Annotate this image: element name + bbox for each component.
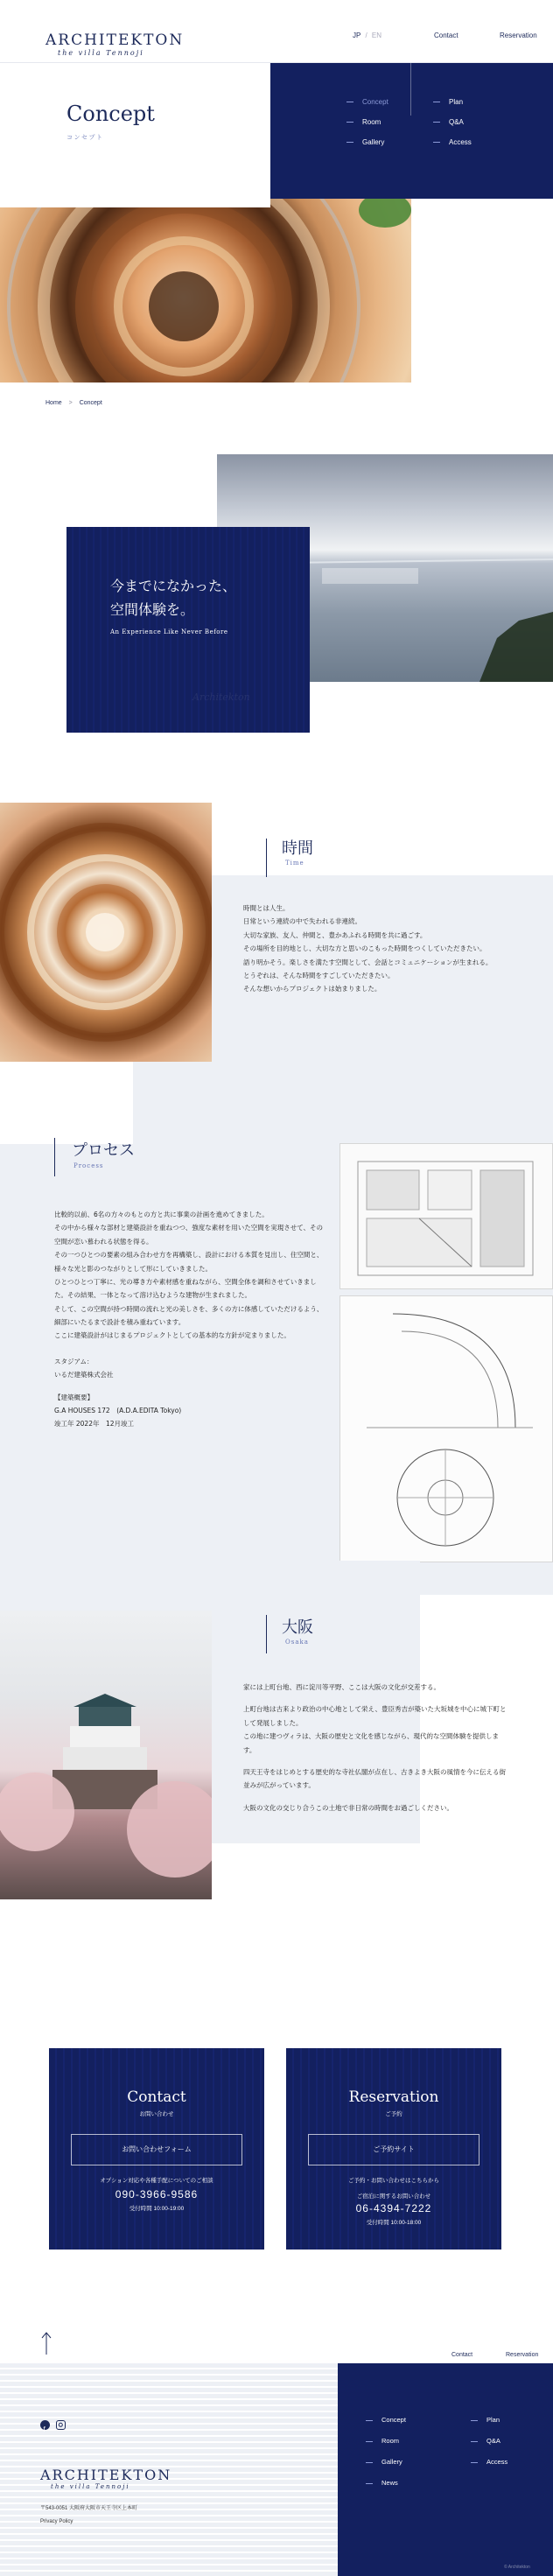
section-plan-drawing [340, 1143, 553, 1289]
osaka-paragraph: この地に建つヴィラは、大阪の歴史と文化を感じながら、現代的な空間体験を提供します。 [243, 1732, 500, 1754]
osaka-castle-image [0, 1611, 212, 1899]
logo-subtitle: the villa Tennoji [58, 49, 144, 57]
contact-cta-title: Contact [127, 2088, 186, 2106]
footer-menu-item[interactable] [471, 2416, 508, 2424]
process-paragraph: ひとつひとつ丁寧に、光の導き方や素材感を重ねながら、空間全体を調和させていきました。その結果、一体となって溶け込むような建物が生まれました。 [54, 1277, 317, 1300]
menu-item-access[interactable] [433, 138, 472, 146]
footer-contact-link[interactable]: Contact [452, 2352, 473, 2358]
footer-menu-item-label: Access [486, 2458, 508, 2466]
menu-item-room[interactable] [346, 118, 388, 126]
menu-left-column [346, 98, 388, 146]
lang-separator: / [365, 32, 368, 39]
contact-cta-subtitle: お問い合わせ [139, 2110, 174, 2117]
stair-drawing-illustration [340, 1296, 552, 1562]
facebook-icon[interactable] [40, 2420, 50, 2433]
process-paragraph: ここに建築設計がはじまるプロジェクトとしての基本的な方針が定まりました。 [54, 1331, 290, 1340]
footer-menu-right [471, 2416, 508, 2466]
menu-divider [410, 63, 411, 116]
staircase-technical-drawing [340, 1295, 553, 1562]
menu-item-label: Concept [362, 98, 388, 106]
castle-illustration [0, 1611, 212, 1899]
reservation-site-button[interactable]: ご予約サイト [308, 2134, 480, 2165]
process-info-label: 【建築概要】 [54, 1393, 94, 1401]
footer-menu-item-label: Concept [382, 2416, 406, 2424]
osaka-paragraph: 上町台地は古来より政治の中心地として栄え、豊臣秀吉が築いた大坂城を中心に城下町として発展しました。 [243, 1705, 507, 1727]
dash-icon [471, 2441, 478, 2442]
page-top-arrow-icon[interactable] [40, 2331, 52, 2355]
dash-icon [433, 142, 440, 143]
menu-item-label: Room [362, 118, 382, 126]
dash-icon [366, 2441, 373, 2442]
time-paragraph: 大切な家族、友人、仲間と、豊かあふれる時間を共に過ごす。 [243, 930, 427, 939]
process-title-bar [54, 1138, 55, 1176]
footer-menu-item[interactable] [366, 2479, 406, 2487]
footer-address: 〒543-0051 大阪府大阪市天王寺区上本町 [40, 2506, 138, 2511]
process-info-line: G.A HOUSES 172 (A.D.A.EDITA Tokyo) [54, 1406, 182, 1414]
plan-drawing-illustration [340, 1144, 552, 1288]
menu-item-label: Q&A [449, 118, 464, 126]
footer-menu-item-label: Plan [486, 2416, 500, 2424]
stairs-illustration [0, 803, 212, 1062]
language-switcher [353, 32, 382, 39]
process-credit: いるだ建築株式会社 [54, 1371, 114, 1379]
reservation-cta-note: ご予約・お問い合わせはこちらから [348, 2178, 439, 2184]
footer-menu-item[interactable] [471, 2437, 508, 2445]
footer-logo-subtitle: the villa Tennoji [51, 2483, 130, 2490]
menu-item-gallery[interactable] [346, 138, 388, 146]
time-title: 時間 [282, 839, 313, 858]
menu-item-plan[interactable] [433, 98, 472, 106]
footer-copyright: © Architekton [504, 2565, 530, 2570]
svg-text:f: f [43, 2425, 46, 2433]
osaka-subtitle: Osaka [285, 1639, 309, 1646]
osaka-paragraph: 四天王寺をはじめとする歴史的な寺社仏閣が点在し、古きよき大阪の風情を今に伝える街並みが広がっています。 [243, 1767, 506, 1790]
page-title: Concept [66, 102, 155, 126]
osaka-text [243, 1681, 510, 1814]
menu-right-column [433, 98, 472, 146]
footer-menu-item-label: Room [382, 2437, 400, 2445]
dash-icon [346, 142, 354, 143]
footer-menu-item[interactable] [366, 2458, 406, 2466]
time-paragraph: 時間とは人生。 [243, 904, 290, 912]
time-title-bar [266, 839, 267, 877]
concept-title-box [0, 63, 270, 207]
footer-menu-panel [338, 2363, 553, 2576]
footer-menu-item-label: Q&A [486, 2437, 500, 2445]
page-subtitle: コンセプト [66, 135, 104, 141]
reservation-cta-title: Reservation [348, 2088, 439, 2106]
menu-item-label: Access [449, 138, 472, 146]
banner-subtitle: An Experience Like Never Before [110, 628, 228, 635]
contact-cta-note: オプション対応や各種手配についてのご相談 [100, 2178, 214, 2184]
header-reservation-link[interactable]: Reservation [500, 32, 537, 39]
banner-title-line2: 空間体験を。 [110, 601, 195, 619]
dash-icon [346, 122, 354, 123]
dash-icon [366, 2420, 373, 2421]
footer-reservation-link[interactable]: Reservation [506, 2352, 539, 2358]
breadcrumb-home[interactable]: Home [46, 400, 62, 406]
footer-menu-item-label: Gallery [382, 2458, 402, 2466]
breadcrumb-separator: > [68, 400, 73, 406]
process-credit: スタジアム： [54, 1357, 94, 1365]
footer-menu-item[interactable] [366, 2416, 406, 2424]
process-info-line: 竣工年 2022年 12月竣工 [54, 1420, 135, 1428]
menu-item-label: Plan [449, 98, 464, 106]
lang-jp[interactable]: JP [353, 32, 361, 39]
reservation-cta-tel[interactable]: 06-4394-7222 [355, 2202, 432, 2215]
spiral-stairs-topview-image [0, 803, 212, 1062]
header-contact-link[interactable]: Contact [434, 32, 458, 39]
dash-icon [471, 2420, 478, 2421]
process-paragraph: 比較的以前、6名の方々のもとの方と共に事業の計画を進めてきました。 [54, 1211, 269, 1218]
lang-en[interactable]: EN [371, 32, 382, 39]
footer-menu-left [366, 2416, 406, 2487]
breadcrumb [46, 400, 102, 406]
menu-item-label: Gallery [362, 138, 385, 146]
footer-menu-item-label: News [382, 2479, 398, 2487]
reservation-cta-card [286, 2048, 501, 2250]
footer-menu-item[interactable] [471, 2458, 508, 2466]
time-paragraph: 日常という連続の中で失われる非連続。 [243, 917, 361, 926]
contact-cta-card [49, 2048, 264, 2250]
osaka-paragraph: 大阪の文化の交じり合うこの土地で非日常の時間をお過ごしください。 [243, 1803, 453, 1812]
banner-watermark: Architekton [192, 691, 250, 703]
process-subtitle: Process [74, 1162, 104, 1169]
contact-cta-hours: 受付時間 10:00-19:00 [129, 2206, 185, 2212]
menu-item-qa[interactable] [433, 118, 472, 126]
process-paragraph: その中から様々な部材と建築設計を重ねつつ、強度な素材を用いた空間を実現させて、その空間が恋い慕われる状態を得る。 [54, 1224, 324, 1246]
time-subtitle: Time [285, 860, 304, 867]
reservation-cta-hours: 受付時間 10:00-18:00 [366, 2220, 422, 2226]
logo-title[interactable]: ARCHITEKTON [46, 32, 185, 49]
osaka-title: 大阪 [282, 1618, 313, 1637]
dash-icon [366, 2462, 373, 2463]
time-paragraph: とうぞれは、そんな時間をすごしていただきたい。 [243, 971, 395, 979]
osaka-title-bar [266, 1615, 267, 1653]
footer-menu-item[interactable] [366, 2437, 406, 2445]
reservation-cta-tel-label: ご宿泊に関するお問い合わせ [356, 2193, 431, 2200]
contact-form-button[interactable]: お問い合わせフォーム [71, 2134, 242, 2165]
menu-item-concept[interactable] [346, 98, 388, 106]
banner-title [110, 574, 236, 621]
process-title: プロセス [72, 1141, 135, 1160]
process-paragraph: その一つひとつの要素の組み合わせ方を再構築し、設計における本質を見出し、住空間と、様々な光と影のつながりとして形にしていきました。 [54, 1251, 324, 1273]
time-paragraph: そんな想いからプロジェクトは始まりました。 [243, 985, 382, 993]
dash-icon [366, 2483, 373, 2484]
time-paragraph: その場所を目的地とし、大切な方と思いのこもった時間をつくしていただきたい。 [243, 944, 486, 953]
dash-icon [471, 2462, 478, 2463]
footer-logo-title[interactable]: ARCHITEKTON [40, 2467, 172, 2483]
process-text [54, 1208, 326, 1431]
privacy-policy-link[interactable]: Privacy Policy [40, 2519, 74, 2524]
breadcrumb-current: Concept [79, 400, 102, 406]
process-paragraph: そして、この空間が持つ時間の流れと光の美しさを、多くの方に体感していただけるよう、細部にいたるまで設計を積み重ねています。 [54, 1304, 324, 1326]
dash-icon [433, 122, 440, 123]
osaka-paragraph: 家には上町台地、西に淀川等平野、ここは大阪の文化が交差する。 [243, 1683, 440, 1691]
contact-cta-tel[interactable]: 090-3966-9586 [115, 2188, 199, 2200]
banner-title-line1: 今までになかった、 [110, 578, 237, 594]
time-text [243, 902, 514, 996]
time-paragraph: 語り明かそう。楽しさを満たす空間として、会話とコミュニケーションが生まれる。 [243, 958, 493, 966]
reservation-cta-subtitle: ご予約 [385, 2110, 402, 2117]
global-menu-panel [270, 63, 553, 199]
instagram-icon[interactable] [56, 2420, 66, 2430]
